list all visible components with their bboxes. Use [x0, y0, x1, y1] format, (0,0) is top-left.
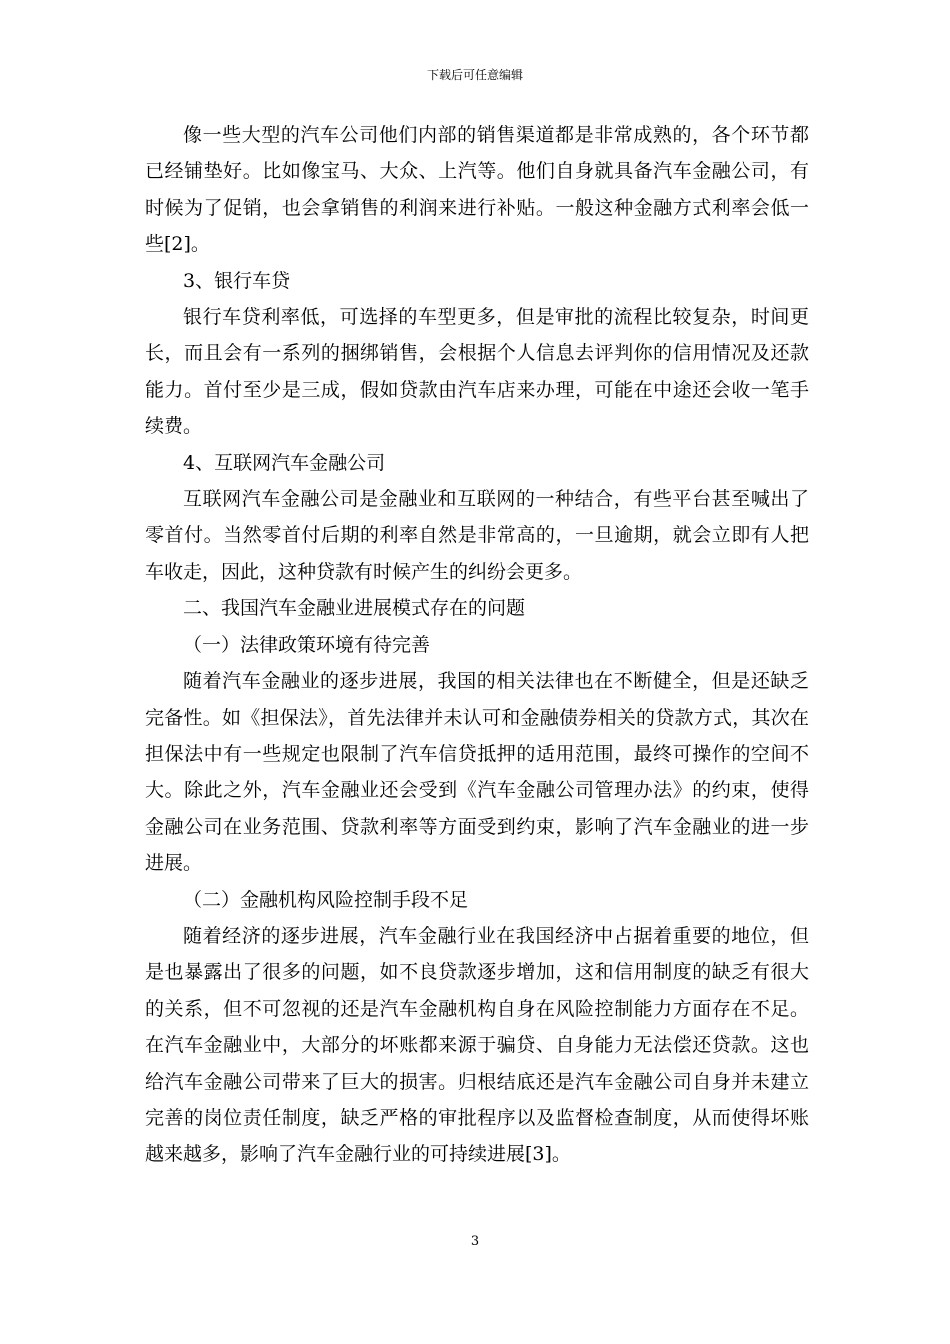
- paragraph-legal-environment: 随着汽车金融业的逐步进展，我国的相关法律也在不断健全，但是还缺乏完备性。如《担保法》，首先法律并未认可和金融债券相关的贷款方式，其次在担保法中有一些规定也限制了汽车信贷抵押的适用范围，最终可操作的空间不大。除此之外，汽车金融业还会受到《汽车金融公司管理办法》的约束，使得金融公司在业务范围、贷款利率等方面受到约束，影响了汽车金融业的进一步进展。: [145, 670, 809, 875]
- section-heading-problems: 二、我国汽车金融业进展模式存在的问题: [183, 597, 526, 620]
- page-header: 下载后可任意编辑: [426, 68, 523, 82]
- subheading-risk-control: （二）金融机构风险控制手段不足: [183, 888, 469, 911]
- paragraph-internet-auto-finance: 互联网汽车金融公司是金融业和互联网的一种结合，有些平台甚至喊出了零首付。当然零首付后期的利率自然是非常高的，一旦逾期，就会立即有人把车收走，因此，这种贷款有时候产生的纠纷会更多。: [145, 488, 809, 583]
- page-number: 3: [470, 1234, 480, 1249]
- paragraph-financing-companies: 像一些大型的汽车公司他们内部的销售渠道都是非常成熟的，各个环节都已经铺垫好。比如像宝马、大众、上汽等。他们自身就具备汽车金融公司，有时候为了促销，也会拿销售的利润来进行补贴。一般这种金融方式利率会低一些[2]。: [145, 124, 809, 256]
- subheading-legal-environment: （一）法律政策环境有待完善: [183, 633, 431, 656]
- subheading-internet-auto-finance: 4、互联网汽车金融公司: [183, 451, 386, 474]
- paragraph-risk-control: 随着经济的逐步进展，汽车金融行业在我国经济中占据着重要的地位，但是也暴露出了很多的问题，如不良贷款逐步增加，这和信用制度的缺乏有很大的关系，但不可忽视的还是汽车金融机构自身在风险控制能力方面存在不足。在汽车金融业中，大部分的坏账都来源于骗贷、自身能力无法偿还贷款。这也给汽车金融公司带来了巨大的损害。归根结底还是汽车金融公司自身并未建立完善的岗位责任制度，缺乏严格的审批程序以及监督检查制度，从而使得坏账越来越多，影响了汽车金融行业的可持续进展[3]。: [145, 924, 809, 1166]
- subheading-bank-car-loan: 3、银行车贷: [183, 269, 291, 292]
- document-body: [145, 117, 809, 1173]
- paragraph-bank-car-loan: 银行车贷利率低，可选择的车型更多，但是审批的流程比较复杂，时间更长，而且会有一系列的捆绑销售，会根据个人信息去评判你的信用情况及还款能力。首付至少是三成，假如贷款由汽车店来办理，可能在中途还会收一笔手续费。: [145, 306, 809, 438]
